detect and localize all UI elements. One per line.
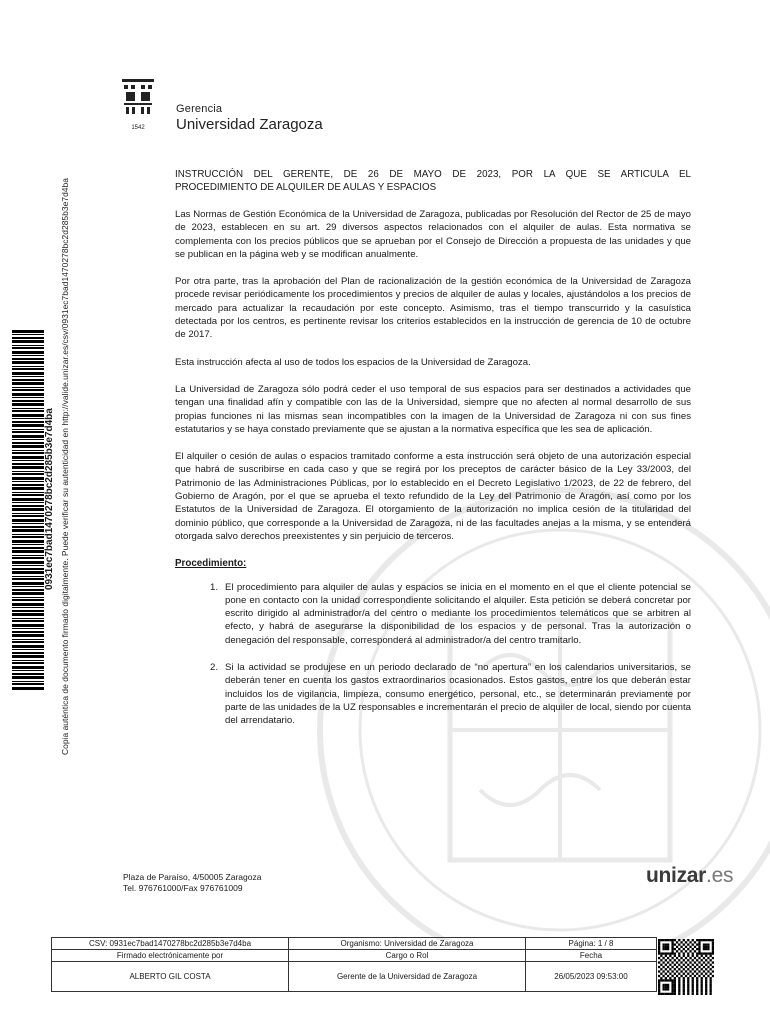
unizar-brand-logo xyxy=(646,864,733,888)
brand-suffix: .es xyxy=(706,864,734,887)
csv-cell: CSV: 0931ec7bad1470278bc2d285b3e7d4ba xyxy=(52,938,289,950)
document-title-line1: INSTRUCCIÓN DEL GERENTE, DE 26 DE MAYO DE 2023, POR LA QUE SE ARTICULA EL xyxy=(175,169,691,180)
procedure-item-number: 1. xyxy=(209,581,218,593)
verification-qr-icon[interactable] xyxy=(658,939,714,995)
org-university: Universidad Zaragoza xyxy=(176,116,323,133)
document-body xyxy=(175,168,691,742)
page-cell: Página: 1 / 8 xyxy=(526,938,657,950)
paragraph-5: El alquiler o cesión de aulas o espacios tramitado conforme a esta instrucción será objeto de una autorización especial que habrá de suscribirse en cada caso y que se regirá por los preceptos de carácter básico de la Ley 33/2003, del Patrimonio de las Administraciones Públicas, por lo establecido en el Decreto Legislativo 1/2023, de 22 de febrero, del Gobierno de Aragón, por el que se aprueba el texto refundido de la Ley del Patrimonio de Aragón, así como por los Estatutos de la Universidad de Zaragoza. El otorgamiento de la autorización no implica cesión de la titularidad del dominio público, que corresponde a la Universidad de Zaragoza, ni de las facultades anejas a la misma, y se entenderá otorgada salvo derechos preexistentes y sin perjuicio de terceros. xyxy=(175,451,691,542)
procedure-item xyxy=(175,661,691,727)
university-logo-icon xyxy=(118,77,158,133)
brand-main: unizar xyxy=(646,864,707,887)
org-department: Gerencia xyxy=(176,103,223,115)
side-verification-text: Copia auténtica de documento firmado digitalmente. Puede verificar su autenticidad en http://valide.unizar.es/csv/0931ec7bad1470278bc2d285b3e7d4ba xyxy=(60,178,70,755)
header-organization xyxy=(176,103,323,133)
procedure-item-text: Si la actividad se produjese en un periodo declarado de “no apertura” en los calendarios universitarios, se deberán tener en cuenta los gastos extraordinarios ocasionados. Estos gastos, entre los que deberán estar incluidos los de vigilancia, limpieza, consumo energético, personal, etc., se determinarán previamente por parte de las unidades de la UZ responsables e incrementarán el precio de alquiler de local, siendo por cuenta del arrendatario. xyxy=(225,662,691,727)
role-label: Cargo o Rol xyxy=(289,950,526,962)
address-line: Plaza de Paraíso, 4/50005 Zaragoza xyxy=(123,872,262,882)
procedure-item xyxy=(175,581,691,647)
logo-year: 1542 xyxy=(131,125,145,131)
paragraph-2: Por otra parte, tras la aprobación del Plan de racionalización de la gestión económica de la Universidad de Zaragoza procede revisar periódicamente los procedimientos y precios de alquiler de aulas y locales, ajustándolos a los precios de mercado para actualizar la recaudación por este concepto. Asimismo, tras el tiempo transcurrido y la casuística detectada por los centros, es pertinente revisar los criterios establecidos en la instrucción de gerencia de 10 de octubre de 2017. xyxy=(175,276,691,341)
side-barcode-icon xyxy=(12,330,44,690)
organismo-cell: Organismo: Universidad de Zaragoza xyxy=(289,938,526,950)
paragraph-1: Las Normas de Gestión Económica de la Universidad de Zaragoza, publicadas por Resolución del Rector de 25 de mayo de 2023, establecen en su art. 29 diversos aspectos relacionados con el alquiler de aulas. Esta normativa se complementa con los precios públicos que se aprueban por el Consejo de Dirección a propuesta de las unidades y que se publican en la página web y se modifican anualmente. xyxy=(175,209,691,260)
paragraph-3: Esta instrucción afecta al uso de todos los espacios de la Universidad de Zaragoza. xyxy=(175,356,531,368)
paragraph-4: La Universidad de Zaragoza sólo podrá ceder el uso temporal de sus espacios para ser destinados a actividades que tengan una finalidad afín y compatible con las de la Universidad, siempre que no afecten al normal desarrollo de sus propias funciones ni las mismas sean incompatibles con la imagen de la Universidad de Zaragoza ni con sus fines estatutarios y se haya constado previamente que se ajustan a la normativa específica que les sea de aplicación. xyxy=(175,383,691,435)
side-csv-code: 0931ec7bad1470278bc2d285b3e7d4ba xyxy=(44,408,55,590)
document-title-line2: PROCEDIMIENTO DE ALQUILER DE AULAS Y ESPACIOS xyxy=(175,182,437,193)
phone-line: Tel. 976761000/Fax 976761009 xyxy=(123,883,243,893)
signature-date: 26/05/2023 09:53:00 xyxy=(526,962,657,992)
signed-by-label: Firmado electrónicamente por xyxy=(52,950,289,962)
date-label: Fecha xyxy=(526,950,657,962)
procedure-heading: Procedimiento: xyxy=(175,558,247,570)
footer-address xyxy=(123,872,261,894)
procedure-item-text: El procedimiento para alquiler de aulas y espacios se inicia en el momento en el que el cliente potencial se pone en contacto con la unidad correspondiente solicitando el alquiler. Esta petición se deberá concretar por escrito dirigido al administrador/a del centro o mediante los procedimientos telemáticos que se arbitren al efecto, y habrá de asegurarse la disponibilidad de los espacios y de personal. Tras la autorización o denegación del responsable, corresponderá al administrador/a del centro tramitarlo. xyxy=(225,581,691,646)
signer-name: ALBERTO GIL COSTA xyxy=(52,962,289,992)
procedure-item-number: 2. xyxy=(209,662,218,674)
signer-role: Gerente de la Universidad de Zaragoza xyxy=(289,962,526,992)
signature-table xyxy=(51,937,657,992)
